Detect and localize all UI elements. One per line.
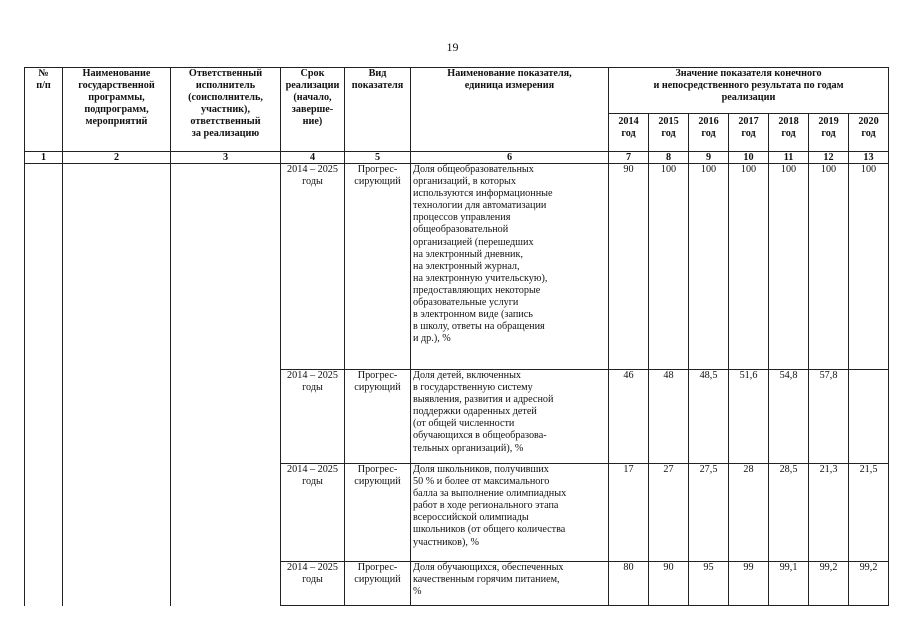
- cell-term: 2014 – 2025 годы: [281, 562, 345, 606]
- header-year-2020: 2020 год: [849, 114, 889, 152]
- header-year-2019: 2019 год: [809, 114, 849, 152]
- cell-indicator-type: Прогрес- сирующий: [345, 164, 411, 370]
- cell-value-2014: 46: [609, 370, 649, 464]
- cell-indicator-type: Прогрес- сирующий: [345, 370, 411, 464]
- cell-value-2020: [849, 370, 889, 464]
- column-number: 8: [649, 152, 689, 164]
- indicators-table: [24, 67, 889, 606]
- cell-value-2017: 51,6: [729, 370, 769, 464]
- header-program-name: Наименование государственной программы, подпрограмм, мероприятий: [63, 68, 171, 152]
- cell-number: [25, 164, 63, 606]
- column-number: 2: [63, 152, 171, 164]
- cell-value-2019: 100: [809, 164, 849, 370]
- cell-value-2016: 27,5: [689, 464, 729, 562]
- cell-value-2014: 90: [609, 164, 649, 370]
- cell-indicator-name: Доля общеобразовательных организаций, в которых используются информационные технологии для автоматизации процессов управления общеобразовательной организацией (перешедших на электронный дневник, на электронный журнал, на электронную учительскую), предоставляющих некоторые образовательные услуги в электронном виде (запись в школу, ответы на обращения и др.), %: [411, 164, 609, 370]
- column-number: 9: [689, 152, 729, 164]
- header-year-2017: 2017 год: [729, 114, 769, 152]
- cell-value-2020: 21,5: [849, 464, 889, 562]
- column-number: 10: [729, 152, 769, 164]
- page-number: 19: [446, 40, 459, 54]
- cell-term: 2014 – 2025 годы: [281, 164, 345, 370]
- cell-value-2019: 99,2: [809, 562, 849, 606]
- cell-term: 2014 – 2025 годы: [281, 464, 345, 562]
- cell-value-2017: 100: [729, 164, 769, 370]
- cell-value-2018: 100: [769, 164, 809, 370]
- cell-value-2018: 54,8: [769, 370, 809, 464]
- header-year-2016: 2016 год: [689, 114, 729, 152]
- header-term: Срок реализации (начало, заверше- ние): [281, 68, 345, 152]
- cell-responsible: [171, 164, 281, 606]
- column-number: 1: [25, 152, 63, 164]
- cell-indicator-name: Доля обучающихся, обеспеченных качественным горячим питанием, %: [411, 562, 609, 606]
- header-values-group: Значение показателя конечного и непосредственного результата по годам реализации: [609, 68, 889, 114]
- header-indicator-name: Наименование показателя, единица измерения: [411, 68, 609, 152]
- column-number: 12: [809, 152, 849, 164]
- cell-value-2019: 57,8: [809, 370, 849, 464]
- column-number: 4: [281, 152, 345, 164]
- column-number: 11: [769, 152, 809, 164]
- cell-value-2016: 48,5: [689, 370, 729, 464]
- column-number: 3: [171, 152, 281, 164]
- cell-value-2016: 100: [689, 164, 729, 370]
- cell-value-2020: 100: [849, 164, 889, 370]
- cell-program-name: [63, 164, 171, 606]
- header-year-2014: 2014 год: [609, 114, 649, 152]
- cell-value-2018: 99,1: [769, 562, 809, 606]
- header-year-2018: 2018 год: [769, 114, 809, 152]
- column-number: 5: [345, 152, 411, 164]
- cell-indicator-type: Прогрес- сирующий: [345, 464, 411, 562]
- cell-value-2018: 28,5: [769, 464, 809, 562]
- cell-value-2015: 27: [649, 464, 689, 562]
- column-number: 13: [849, 152, 889, 164]
- header-number: № п/п: [25, 68, 63, 152]
- column-number: 6: [411, 152, 609, 164]
- cell-indicator-name: Доля школьников, получивших 50 % и более от максимального балла за выполнение олимпиадных работ в ходе регионального этапа всероссийской олимпиады школьников (от общего количества участников), %: [411, 464, 609, 562]
- cell-value-2015: 90: [649, 562, 689, 606]
- cell-value-2014: 17: [609, 464, 649, 562]
- cell-term: 2014 – 2025 годы: [281, 370, 345, 464]
- cell-value-2019: 21,3: [809, 464, 849, 562]
- cell-value-2014: 80: [609, 562, 649, 606]
- cell-value-2016: 95: [689, 562, 729, 606]
- cell-value-2015: 100: [649, 164, 689, 370]
- header-year-2015: 2015 год: [649, 114, 689, 152]
- cell-value-2020: 99,2: [849, 562, 889, 606]
- cell-indicator-name: Доля детей, включенных в государственную систему выявления, развития и адресной поддержки одаренных детей (от общей численности обучающихся в общеобразова- тельных организаций), %: [411, 370, 609, 464]
- header-indicator-type: Вид показателя: [345, 68, 411, 152]
- cell-indicator-type: Прогрес- сирующий: [345, 562, 411, 606]
- cell-value-2017: 99: [729, 562, 769, 606]
- header-responsible: Ответственный исполнитель (соисполнитель, участник), ответственный за реализацию: [171, 68, 281, 152]
- cell-value-2017: 28: [729, 464, 769, 562]
- column-number: 7: [609, 152, 649, 164]
- table-row: [25, 164, 889, 370]
- cell-value-2015: 48: [649, 370, 689, 464]
